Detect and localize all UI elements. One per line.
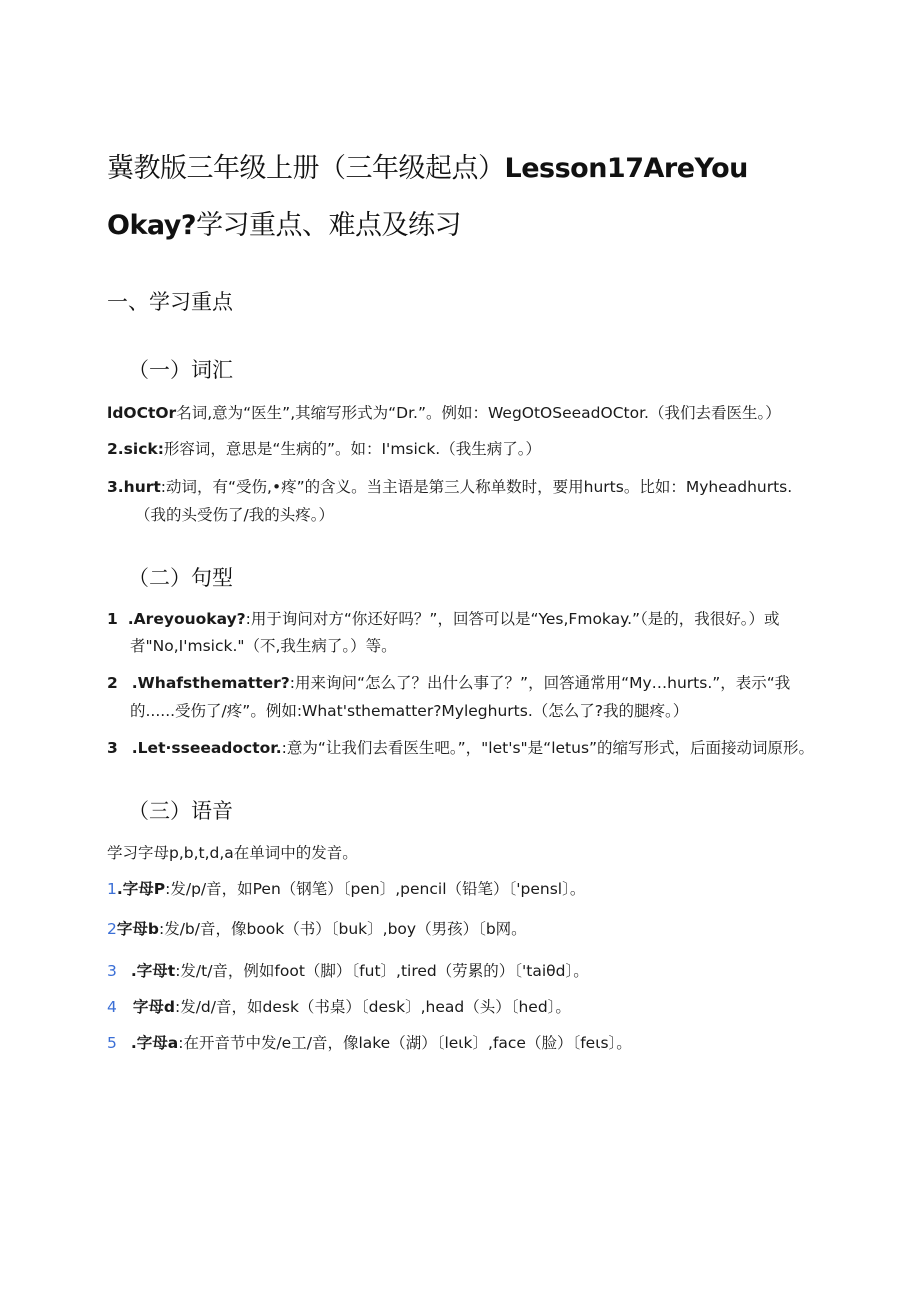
sentence-item — [107, 607, 780, 629]
title-chinese: 冀教版三年级上册（三年级起点） — [107, 153, 505, 184]
sentence-text: :用于询问对方“你还好吗？”，回答可以是“Yes,Fmokay.”（是的，我很好。）或 — [245, 610, 780, 628]
phonics-term: 字母d — [132, 998, 175, 1016]
sentence-text: :意为“让我们去看医生吧。”，"let's"是“letus”的缩写形式，后面接动词原形。 — [281, 739, 815, 757]
phonics-term: .字母a — [130, 1034, 179, 1052]
phonics-number: 5 — [107, 1034, 117, 1052]
page-title-line-2 — [107, 203, 461, 242]
sentence-term: .Areyouokay? — [127, 610, 246, 628]
sentences-heading: （二）句型 — [128, 566, 233, 590]
sentence-number: 3 — [107, 739, 118, 757]
phonics-text: :在开音节中发/e工/音，像lake（湖）〔leιk〕,face（脸）〔feιs〕。 — [178, 1034, 632, 1052]
vocab-text: 形容词，意思是“生病的”。如：I'msick.（我生病了。） — [163, 440, 541, 458]
sentence-item — [107, 736, 814, 758]
phonics-text: :发/d/音，如desk（书桌）〔desk〕,head（头）〔hed〕。 — [174, 998, 571, 1016]
vocab-term: ldOCtOr — [107, 404, 177, 422]
page-title-line-1 — [107, 146, 748, 185]
vocab-text: 名词,意为“医生”,其缩写形式为“Dr.”。例如：WegOtOSeeadOCtor.（我们去看医生。） — [176, 404, 781, 422]
phonics-text: :发/p/音，如Pen（钢笔）〔pen〕,pencil（铅笔）〔'pensl〕。 — [165, 880, 586, 898]
phonics-item — [107, 877, 585, 899]
title-chinese-2: 学习重点、难点及练习 — [196, 210, 462, 241]
sentence-text: :用来询问“怎么了？出什么事了？”，回答通常用“My…hurts.”，表示“我 — [289, 674, 791, 692]
sentence-item-continuation: 者"No,I'msick."（不,我生病了。）等。 — [130, 637, 397, 655]
vocab-item — [107, 437, 541, 459]
phonics-item — [107, 995, 571, 1017]
sentence-term: .Let·sseeadoctor. — [131, 739, 282, 757]
phonics-number: 1 — [107, 880, 117, 898]
sentence-number: 2 — [107, 674, 118, 692]
phonics-item — [107, 917, 527, 939]
sentence-number: 1 — [107, 610, 118, 628]
sentence-item-continuation: 的......受伤了/疼”。例如:What'sthematter?Myleghurts.（怎么了?我的腿疼。） — [130, 702, 689, 720]
title-english-2: Okay? — [107, 210, 197, 241]
phonics-item — [107, 1031, 632, 1053]
phonics-term: .字母t — [130, 962, 176, 980]
sentence-item — [107, 671, 790, 693]
vocab-item — [107, 475, 792, 497]
phonics-number: 2 — [107, 920, 117, 938]
phonics-heading: （三）语音 — [128, 799, 233, 823]
vocab-term: 2.sick: — [107, 440, 164, 458]
vocab-heading: （一）词汇 — [128, 358, 233, 382]
phonics-term: 字母b — [116, 920, 159, 938]
phonics-number: 3 — [107, 962, 117, 980]
vocab-item-continuation: （我的头受伤了/我的头疼。） — [135, 506, 334, 524]
title-english: Lesson17AreYou — [504, 153, 748, 184]
phonics-item — [107, 959, 589, 981]
section-heading: 一、学习重点 — [107, 290, 233, 314]
vocab-term: 3.hurt — [107, 478, 161, 496]
phonics-term: .字母P — [116, 880, 166, 898]
vocab-text: :动词，有“受伤,•疼”的含义。当主语是第三人称单数时，要用hurts。比如：Myheadhurts. — [160, 478, 793, 496]
sentence-term: .Whafsthematter? — [131, 674, 290, 692]
phonics-text: :发/t/音，例如foot（脚）〔fut〕,tired（劳累的）〔'taiθd〕。 — [175, 962, 589, 980]
phonics-intro: 学习字母p,b,t,d,a在单词中的发音。 — [107, 844, 358, 862]
vocab-item — [107, 401, 781, 423]
phonics-number: 4 — [107, 998, 117, 1016]
phonics-text: :发/b/音，像book（书）〔buk〕,boy（男孩）〔b网。 — [158, 920, 527, 938]
